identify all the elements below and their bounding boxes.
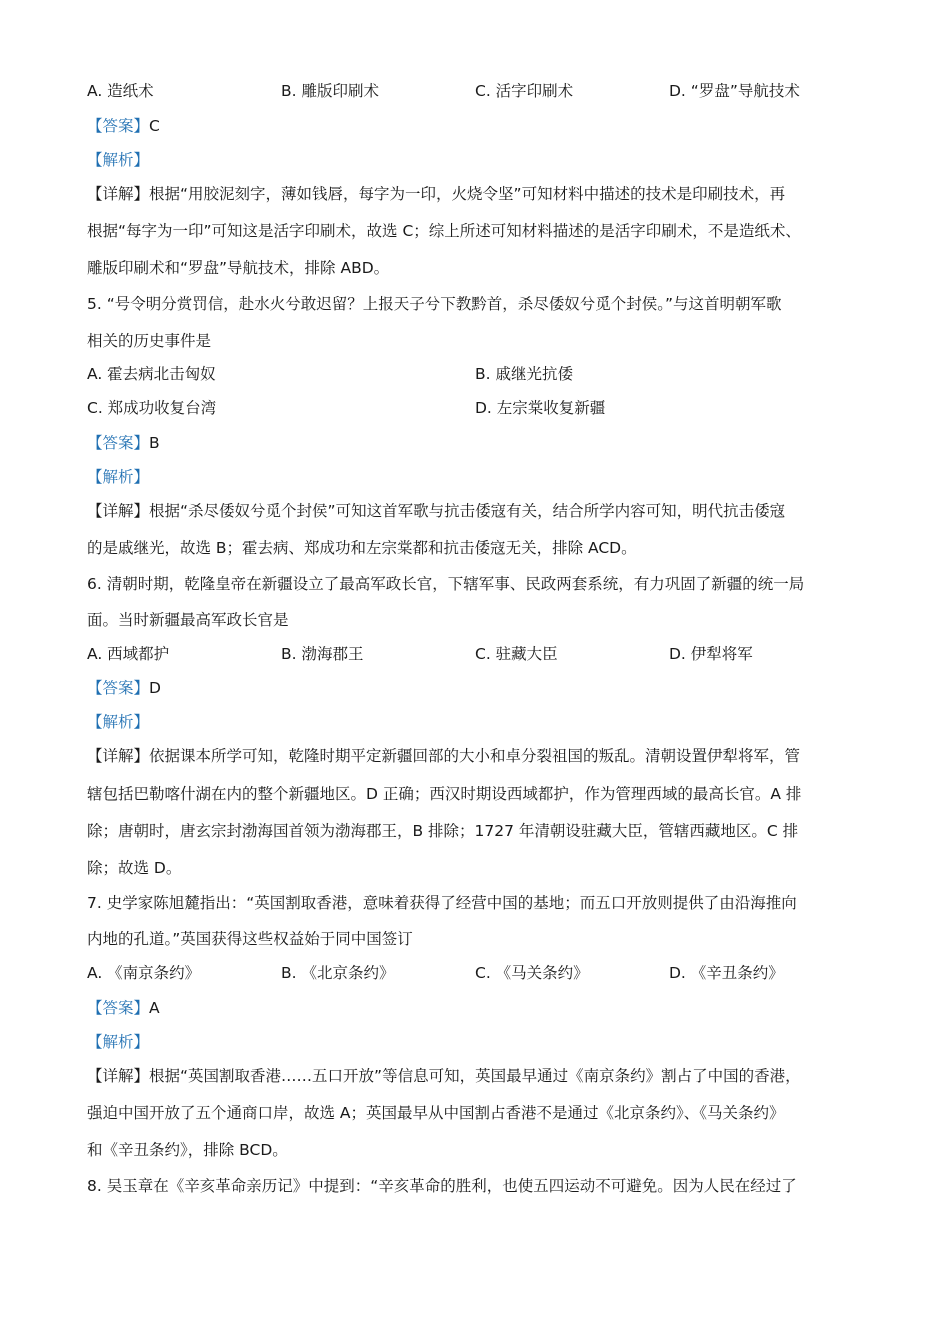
q6-option-c[interactable]: C. 驻藏大臣 <box>475 645 558 663</box>
answer-tag: 【答案】 <box>87 434 150 452</box>
q4-analysis-heading <box>87 150 877 170</box>
q7-option-c[interactable]: C. 《马关条约》 <box>475 964 589 982</box>
q4-option-a[interactable]: A. 造纸术 <box>87 82 154 100</box>
q6-option-b[interactable]: B. 渤海郡王 <box>281 645 364 663</box>
q5-option-b[interactable]: B. 戚继光抗倭 <box>475 365 573 383</box>
answer-tag: 【答案】 <box>87 117 150 135</box>
q7-detail-line-1 <box>87 1066 877 1086</box>
detail-text: 根据“英国割取香港……五口开放”等信息可知，英国最早通过《南京条约》割占了中国的香港， <box>149 1067 801 1085</box>
q5-analysis-heading <box>87 467 877 487</box>
detail-text: 依据课本所学可知，乾隆时期平定新疆回部的大小和卓分裂祖国的叛乱。清朝设置伊犁将军，管 <box>149 747 801 765</box>
q8-stem-line-1: 8. 吴玉章在《辛亥革命亲历记》中提到：“辛亥革命的胜利，也使五四运动不可避免。因为人民在经过了 <box>87 1177 797 1195</box>
q5-option-d[interactable]: D. 左宗棠收复新疆 <box>475 399 606 417</box>
q4-detail-line-3: 雕版印刷术和“罗盘”导航技术，排除 ABD。 <box>87 259 390 277</box>
q5-stem-line-1: 5. “号令明分赏罚信，赴水火兮敢迟留？上报天子兮下教黔首，杀尽倭奴兮觅个封侯。”与这首明朝军歌 <box>87 295 782 313</box>
q4-detail-line-2: 根据“每字为一印”可知这是活字印刷术，故选 C；综上所述可知材料描述的是活字印刷术，不是造纸术、 <box>87 222 801 240</box>
q5-answer <box>87 433 877 453</box>
answer-value: B <box>149 434 160 452</box>
q4-option-c[interactable]: C. 活字印刷术 <box>475 82 574 100</box>
q6-detail-line-4: 除；故选 D。 <box>87 859 182 877</box>
answer-value: D <box>149 679 161 697</box>
q7-detail-line-2: 强迫中国开放了五个通商口岸，故选 A；英国最早从中国割占香港不是通过《北京条约》、《马关条约》 <box>87 1104 785 1122</box>
answer-value: A <box>149 999 160 1017</box>
q6-detail-line-2: 辖包括巴勒喀什湖在内的整个新疆地区。D 正确；西汉时期设西域都护，作为管理西域的最高长官。A 排 <box>87 785 802 803</box>
q7-detail-line-3: 和《辛丑条约》，排除 BCD。 <box>87 1141 288 1159</box>
q4-option-b[interactable]: B. 雕版印刷术 <box>281 82 379 100</box>
q7-stem-line-2: 内地的孔道。”英国获得这些权益始于同中国签订 <box>87 930 413 948</box>
detail-tag: 【详解】 <box>87 502 150 520</box>
q4-answer <box>87 116 877 136</box>
detail-text: 根据“用胶泥刻字，薄如钱唇，每字为一印，火烧令坚”可知材料中描述的技术是印刷技术，再 <box>149 185 786 203</box>
q5-option-a[interactable]: A. 霍去病北击匈奴 <box>87 365 216 383</box>
q5-option-c[interactable]: C. 郑成功收复台湾 <box>87 399 217 417</box>
answer-tag: 【答案】 <box>87 679 150 697</box>
q4-option-d[interactable]: D. “罗盘”导航技术 <box>669 82 800 100</box>
q6-answer <box>87 678 877 698</box>
q5-stem-line-2: 相关的历史事件是 <box>87 332 212 350</box>
detail-tag: 【详解】 <box>87 747 150 765</box>
analysis-tag: 【解析】 <box>87 468 150 486</box>
answer-tag: 【答案】 <box>87 999 150 1017</box>
analysis-tag: 【解析】 <box>87 1033 150 1051</box>
q6-detail-line-3: 除；唐朝时，唐玄宗封渤海国首领为渤海郡王，B 排除；1727 年清朝设驻藏大臣，管辖西藏地区。C 排 <box>87 822 799 840</box>
detail-tag: 【详解】 <box>87 185 150 203</box>
q7-option-b[interactable]: B. 《北京条约》 <box>281 964 395 982</box>
q7-option-a[interactable]: A. 《南京条约》 <box>87 964 201 982</box>
q6-stem-line-2: 面。当时新疆最高军政长官是 <box>87 611 289 629</box>
q6-stem-line-1: 6. 清朝时期，乾隆皇帝在新疆设立了最高军政长官，下辖军事、民政两套系统，有力巩固了新疆的统一局 <box>87 575 805 593</box>
q6-analysis-heading <box>87 712 877 732</box>
q7-answer <box>87 998 877 1018</box>
q7-analysis-heading <box>87 1032 877 1052</box>
q4-detail-line-1 <box>87 184 877 204</box>
q7-option-d[interactable]: D. 《辛丑条约》 <box>669 964 784 982</box>
q5-detail-line-1 <box>87 501 877 521</box>
q6-option-a[interactable]: A. 西域都护 <box>87 645 170 663</box>
analysis-tag: 【解析】 <box>87 151 150 169</box>
detail-tag: 【详解】 <box>87 1067 150 1085</box>
q6-detail-line-1 <box>87 746 877 766</box>
q5-detail-line-2: 的是戚继光，故选 B；霍去病、郑成功和左宗棠都和抗击倭寇无关，排除 ACD。 <box>87 539 637 557</box>
detail-text: 根据“杀尽倭奴兮觅个封侯”可知这首军歌与抗击倭寇有关，结合所学内容可知，明代抗击倭寇 <box>149 502 786 520</box>
q6-option-d[interactable]: D. 伊犁将军 <box>669 645 753 663</box>
q7-stem-line-1: 7. 史学家陈旭麓指出：“英国割取香港，意味着获得了经营中国的基地；而五口开放则提供了由沿海推向 <box>87 894 797 912</box>
answer-value: C <box>149 117 160 135</box>
analysis-tag: 【解析】 <box>87 713 150 731</box>
